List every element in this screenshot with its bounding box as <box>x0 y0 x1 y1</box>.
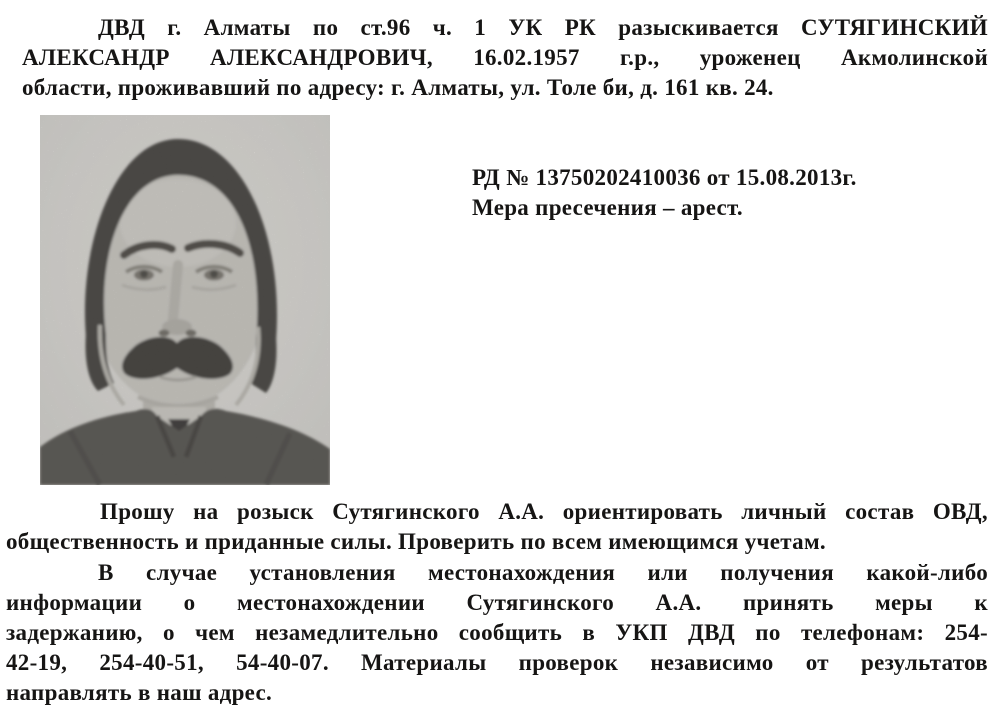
instructions-line-1: В случае установления местонахождения или получения какой-либо <box>98 560 988 585</box>
instructions-line-3: задержанию, о чем незамедлительно сообщить в УКП ДВД по телефонам: 254- <box>6 620 988 645</box>
instructions-line-5: направлять в наш адрес. <box>6 680 273 705</box>
instructions-line-4: 42-19, 254-40-51, 54-40-07. Материалы проверок независимо от результатов <box>6 650 988 675</box>
wanted-person-photo <box>40 115 330 485</box>
request-line-1: Прошу на розыск Сутягинского А.А. ориентировать личный состав ОВД, <box>100 499 988 524</box>
request-line-2: общественность и приданные силы. Проверить по всем имеющимся учетам. <box>6 529 826 554</box>
instructions-paragraph <box>6 558 988 708</box>
case-number-line: РД № 13750202410036 от 15.08.2013г. <box>472 165 857 190</box>
intro-paragraph <box>22 13 988 103</box>
intro-line-1: ДВД г. Алматы по ст.96 ч. 1 УК РК разыскивается СУТЯГИНСКИЙ <box>98 15 988 40</box>
scan-grain-overlay <box>40 115 330 485</box>
intro-line-2: АЛЕКСАНДР АЛЕКСАНДРОВИЧ, 16.02.1957 г.р., уроженец Акмолинской <box>22 45 988 70</box>
case-info-block <box>472 163 962 223</box>
restraint-measure-line: Мера пресечения – арест. <box>472 195 743 220</box>
intro-line-3: области, проживавший по адресу: г. Алматы, ул. Толе би, д. 161 кв. 24. <box>22 75 774 100</box>
instructions-line-2: информации о местонахождении Сутягинского А.А. принять меры к <box>6 590 988 615</box>
request-paragraph <box>6 497 988 557</box>
